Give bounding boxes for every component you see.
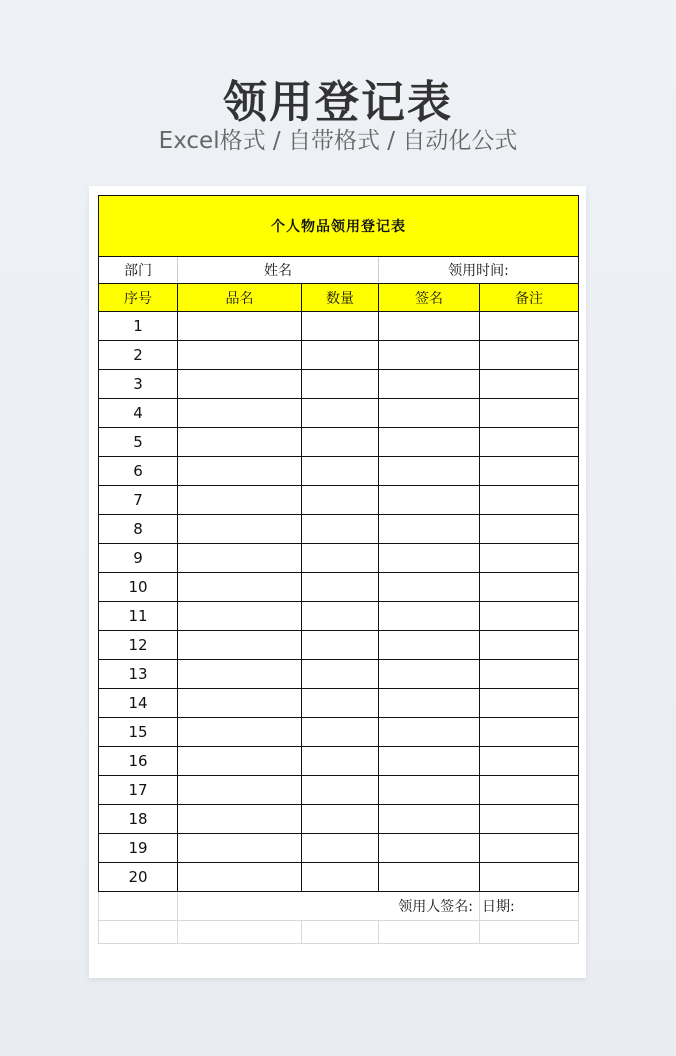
table-row: [99, 312, 579, 341]
row-index-cell: 13: [99, 660, 178, 689]
spreadsheet-sheet: [89, 186, 586, 978]
notes-cell[interactable]: [480, 602, 579, 631]
table-row: [99, 689, 579, 718]
item-cell[interactable]: [178, 863, 302, 892]
item-cell[interactable]: [178, 544, 302, 573]
blank-cell[interactable]: [178, 921, 302, 944]
notes-cell[interactable]: [480, 341, 579, 370]
table-row: [99, 428, 579, 457]
signature-cell[interactable]: [379, 747, 480, 776]
signature-cell[interactable]: [379, 457, 480, 486]
notes-cell[interactable]: [480, 834, 579, 863]
row-index-cell: 16: [99, 747, 178, 776]
notes-cell[interactable]: [480, 573, 579, 602]
blank-cell[interactable]: [480, 921, 579, 944]
notes-cell[interactable]: [480, 486, 579, 515]
signature-cell[interactable]: [379, 689, 480, 718]
row-index-cell: 14: [99, 689, 178, 718]
quantity-cell[interactable]: [302, 805, 379, 834]
notes-cell[interactable]: [480, 544, 579, 573]
column-header-quantity: 数量: [302, 284, 379, 312]
table-row: [99, 544, 579, 573]
row-index-cell: 9: [99, 544, 178, 573]
row-index-cell: 15: [99, 718, 178, 747]
date-label: 日期:: [480, 892, 579, 921]
signature-cell[interactable]: [379, 370, 480, 399]
item-cell[interactable]: [178, 805, 302, 834]
table-row: [99, 834, 579, 863]
row-index-cell: 6: [99, 457, 178, 486]
notes-cell[interactable]: [480, 428, 579, 457]
quantity-cell[interactable]: [302, 515, 379, 544]
table-row: [99, 747, 579, 776]
row-index-cell: 12: [99, 631, 178, 660]
column-header-index: 序号: [99, 284, 178, 312]
item-cell[interactable]: [178, 370, 302, 399]
notes-cell[interactable]: [480, 399, 579, 428]
item-cell[interactable]: [178, 573, 302, 602]
footer-blank-row: [99, 921, 579, 944]
signature-cell[interactable]: [379, 312, 480, 341]
notes-cell[interactable]: [480, 718, 579, 747]
time-label: 领用时间:: [379, 257, 579, 284]
quantity-cell[interactable]: [302, 312, 379, 341]
table-row: [99, 515, 579, 544]
quantity-cell[interactable]: [302, 747, 379, 776]
signature-cell[interactable]: [379, 341, 480, 370]
signature-cell[interactable]: [379, 631, 480, 660]
notes-cell[interactable]: [480, 747, 579, 776]
notes-cell[interactable]: [480, 370, 579, 399]
item-cell[interactable]: [178, 718, 302, 747]
row-index-cell: 7: [99, 486, 178, 515]
row-index-cell: 11: [99, 602, 178, 631]
signature-cell[interactable]: [379, 776, 480, 805]
quantity-cell[interactable]: [302, 776, 379, 805]
notes-cell[interactable]: [480, 457, 579, 486]
row-index-cell: 20: [99, 863, 178, 892]
quantity-cell[interactable]: [302, 660, 379, 689]
quantity-cell[interactable]: [302, 573, 379, 602]
signature-cell[interactable]: [379, 660, 480, 689]
quantity-cell[interactable]: [302, 863, 379, 892]
table-row: [99, 370, 579, 399]
row-index-cell: 17: [99, 776, 178, 805]
notes-cell[interactable]: [480, 312, 579, 341]
column-header-notes: 备注: [480, 284, 579, 312]
quantity-cell[interactable]: [302, 341, 379, 370]
item-cell[interactable]: [178, 776, 302, 805]
column-header-item: 品名: [178, 284, 302, 312]
item-cell[interactable]: [178, 515, 302, 544]
notes-cell[interactable]: [480, 805, 579, 834]
table-row: [99, 573, 579, 602]
column-header-row: [99, 284, 579, 312]
signature-cell[interactable]: [379, 573, 480, 602]
signature-cell[interactable]: [379, 602, 480, 631]
quantity-cell[interactable]: [302, 370, 379, 399]
item-cell[interactable]: [178, 834, 302, 863]
registration-table: [98, 195, 579, 944]
table-row: [99, 602, 579, 631]
item-cell[interactable]: [178, 428, 302, 457]
item-cell[interactable]: [178, 689, 302, 718]
table-row: [99, 805, 579, 834]
notes-cell[interactable]: [480, 863, 579, 892]
item-cell[interactable]: [178, 602, 302, 631]
table-row: [99, 341, 579, 370]
notes-cell[interactable]: [480, 660, 579, 689]
row-index-cell: 4: [99, 399, 178, 428]
table-row: [99, 486, 579, 515]
sheet-title: 个人物品领用登记表: [99, 196, 579, 257]
row-index-cell: 1: [99, 312, 178, 341]
row-index-cell: 10: [99, 573, 178, 602]
quantity-cell[interactable]: [302, 602, 379, 631]
item-cell[interactable]: [178, 660, 302, 689]
blank-cell[interactable]: [302, 921, 379, 944]
notes-cell[interactable]: [480, 776, 579, 805]
row-index-cell: 2: [99, 341, 178, 370]
signature-cell[interactable]: [379, 428, 480, 457]
signature-cell[interactable]: [379, 805, 480, 834]
row-index-cell: 3: [99, 370, 178, 399]
table-row: [99, 457, 579, 486]
table-row: [99, 399, 579, 428]
row-index-cell: 8: [99, 515, 178, 544]
footer-row: [99, 892, 579, 921]
footer-empty-cell: [99, 892, 178, 921]
row-index-cell: 5: [99, 428, 178, 457]
quantity-cell[interactable]: [302, 486, 379, 515]
notes-cell[interactable]: [480, 515, 579, 544]
item-cell[interactable]: [178, 399, 302, 428]
item-cell[interactable]: [178, 341, 302, 370]
signature-cell[interactable]: [379, 486, 480, 515]
signature-cell[interactable]: [379, 863, 480, 892]
item-cell[interactable]: [178, 312, 302, 341]
notes-cell[interactable]: [480, 689, 579, 718]
quantity-cell[interactable]: [302, 718, 379, 747]
quantity-cell[interactable]: [302, 399, 379, 428]
quantity-cell[interactable]: [302, 689, 379, 718]
signature-cell[interactable]: [379, 515, 480, 544]
table-row: [99, 718, 579, 747]
quantity-cell[interactable]: [302, 834, 379, 863]
page-subtitle: Excel格式 / 自带格式 / 自动化公式: [158, 128, 518, 154]
signature-cell[interactable]: [379, 718, 480, 747]
blank-cell[interactable]: [99, 921, 178, 944]
signature-cell[interactable]: [379, 544, 480, 573]
page-title: 领用登记表: [223, 77, 453, 128]
quantity-cell[interactable]: [302, 544, 379, 573]
department-label: 部门: [99, 257, 178, 284]
item-cell[interactable]: [178, 631, 302, 660]
quantity-cell[interactable]: [302, 631, 379, 660]
column-header-signature: 签名: [379, 284, 480, 312]
table-row: [99, 863, 579, 892]
quantity-cell[interactable]: [302, 428, 379, 457]
quantity-cell[interactable]: [302, 457, 379, 486]
signature-label: 领用人签名:: [178, 892, 480, 921]
name-label: 姓名: [178, 257, 379, 284]
row-index-cell: 18: [99, 805, 178, 834]
table-row: [99, 631, 579, 660]
item-cell[interactable]: [178, 486, 302, 515]
row-index-cell: 19: [99, 834, 178, 863]
item-cell[interactable]: [178, 747, 302, 776]
blank-cell[interactable]: [379, 921, 480, 944]
signature-cell[interactable]: [379, 834, 480, 863]
notes-cell[interactable]: [480, 631, 579, 660]
table-row: [99, 776, 579, 805]
item-cell[interactable]: [178, 457, 302, 486]
signature-cell[interactable]: [379, 399, 480, 428]
table-row: [99, 660, 579, 689]
